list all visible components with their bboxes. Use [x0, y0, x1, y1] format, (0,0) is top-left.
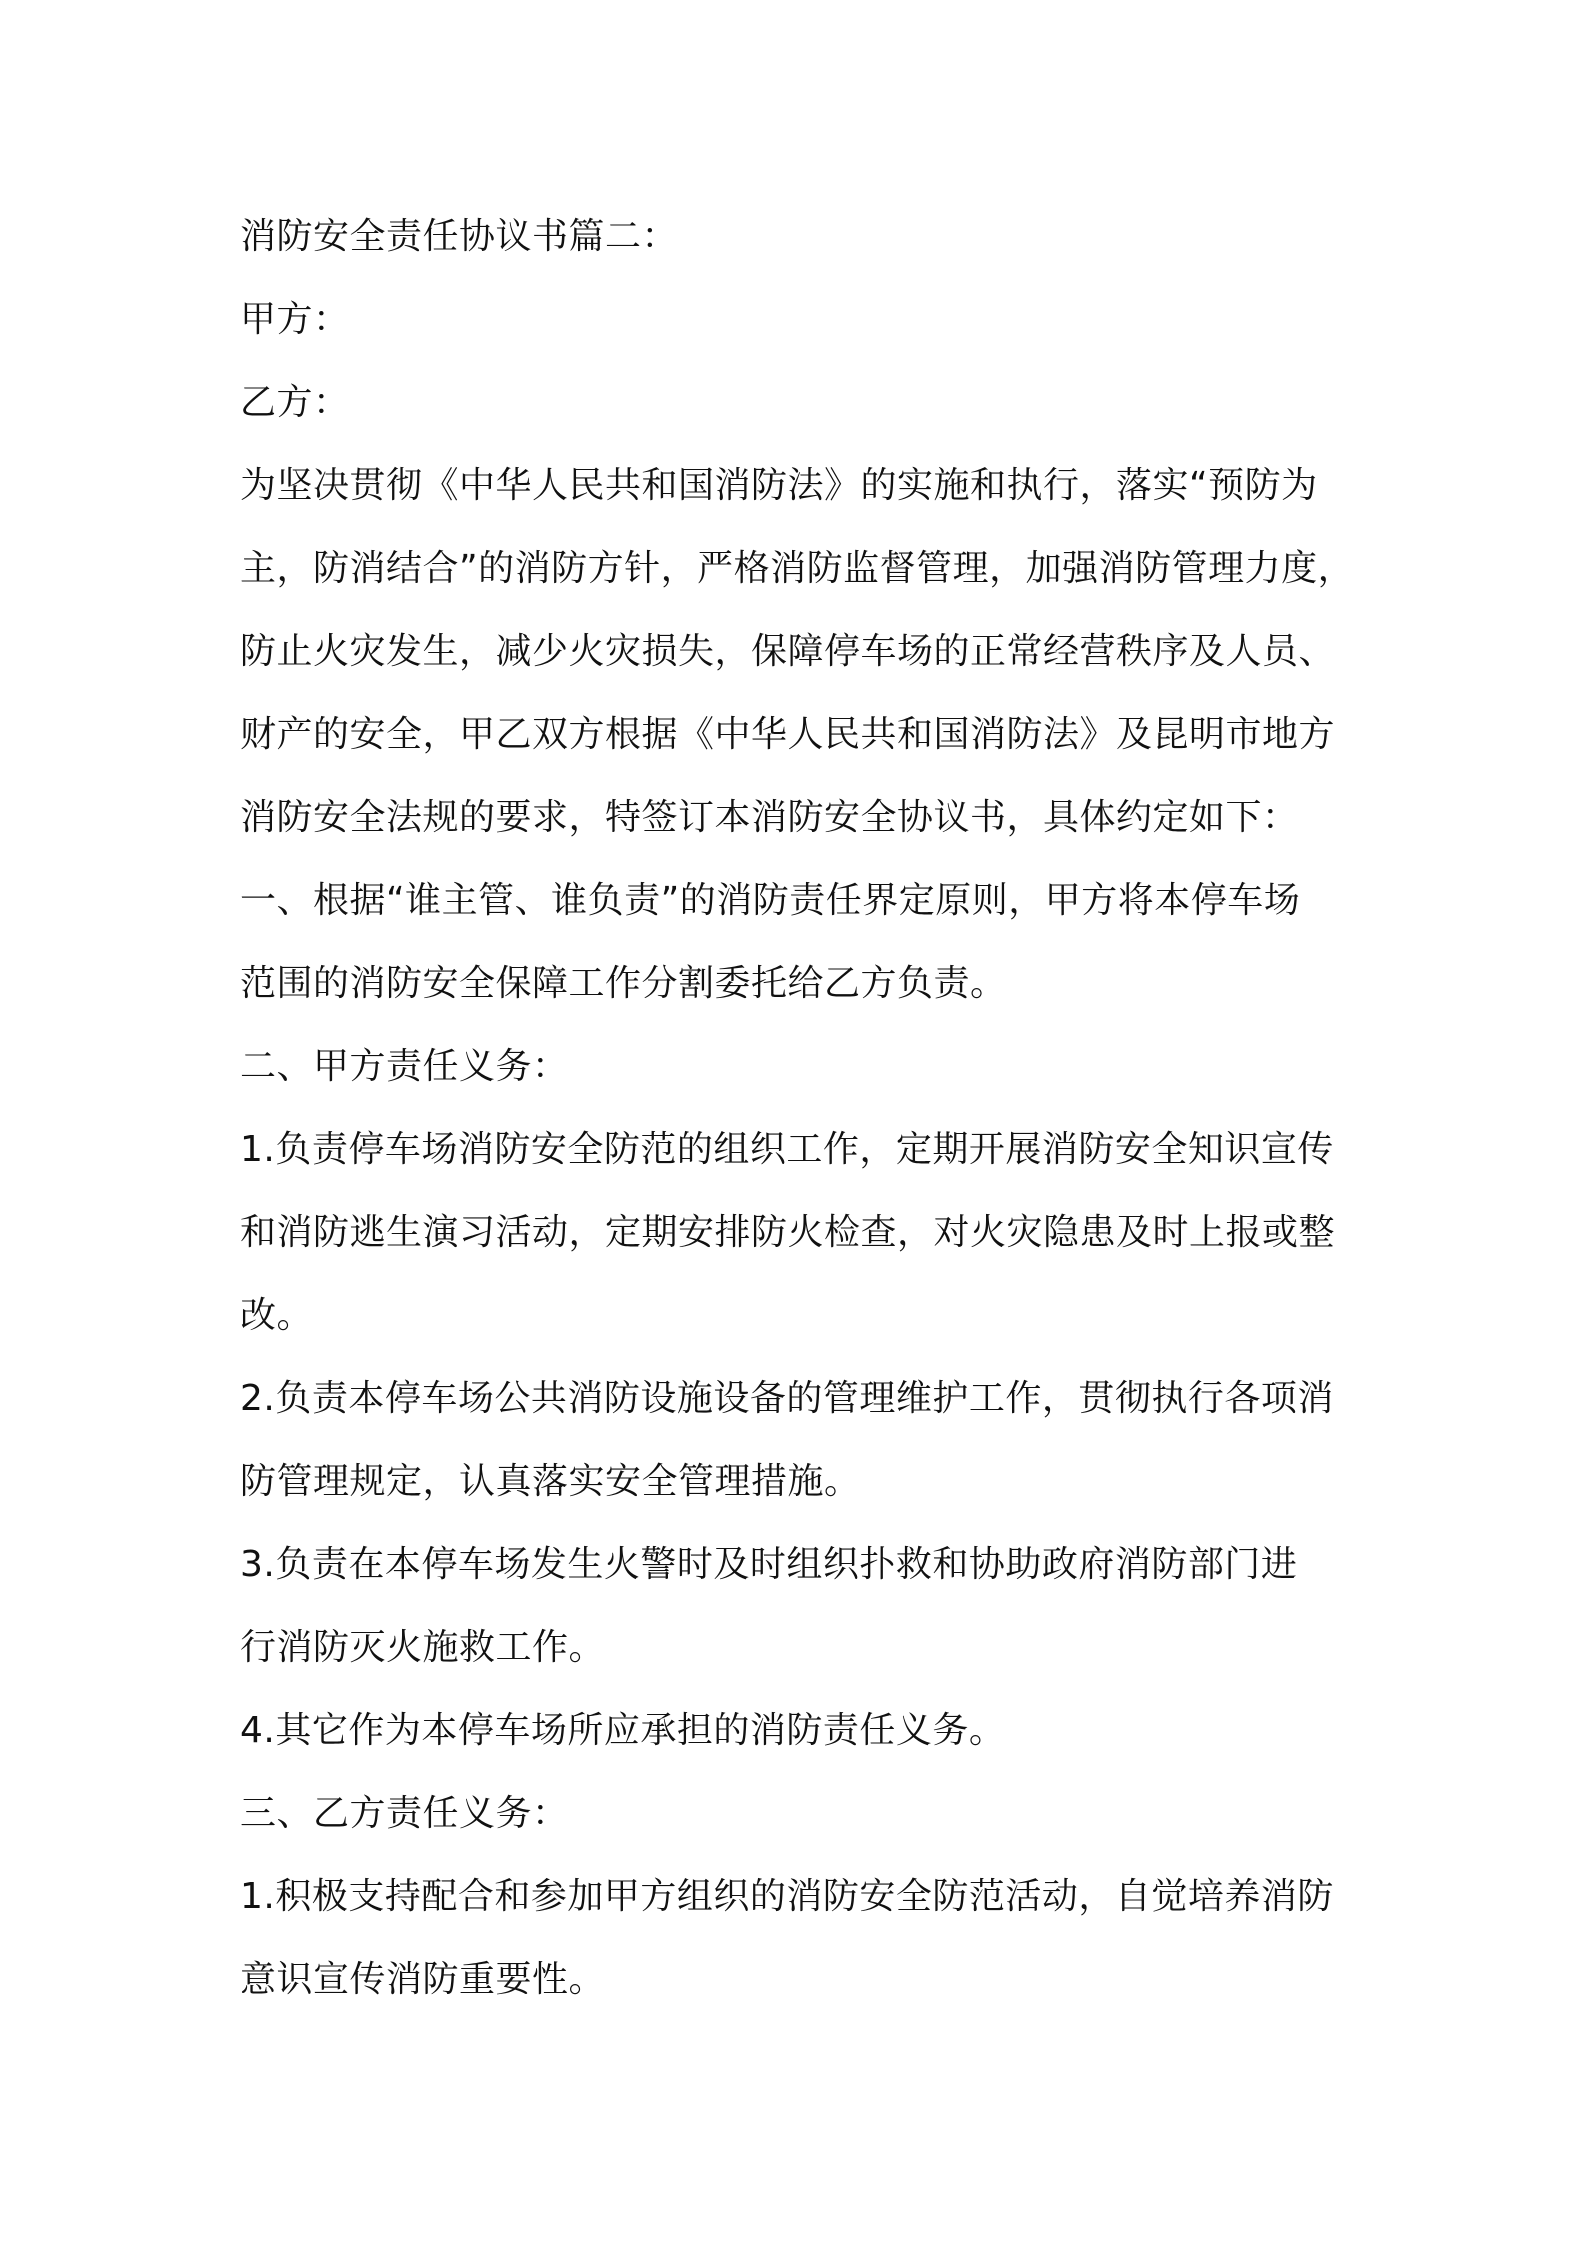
preamble-line: 主，防消结合”的消防方针，严格消防监督管理，加强消防管理力度， — [240, 548, 1355, 589]
preamble-line: 消防安全法规的要求，特签订本消防安全协议书，具体约定如下： — [240, 797, 1299, 838]
section-two-item-line: 4.其它作为本停车场所应承担的消防责任义务。 — [240, 1710, 1006, 1751]
document-title: 消防安全责任协议书篇二： — [240, 216, 679, 257]
section-two-item-line: 1.负责停车场消防安全防范的组织工作，定期开展消防安全知识宣传 — [240, 1129, 1334, 1170]
section-two-item-line: 防管理规定，认真落实安全管理措施。 — [240, 1461, 861, 1502]
section-two-heading: 二、甲方责任义务： — [240, 1046, 569, 1087]
section-three-heading: 三、乙方责任义务： — [240, 1793, 569, 1834]
section-two-item-line: 2.负责本停车场公共消防设施设备的管理维护工作，贯彻执行各项消 — [240, 1378, 1334, 1419]
section-two-item-line: 和消防逃生演习活动，定期安排防火检查，对火灾隐患及时上报或整 — [240, 1212, 1336, 1253]
section-three-item-line: 意识宣传消防重要性。 — [240, 1959, 606, 2000]
section-three-item-line: 1.积极支持配合和参加甲方组织的消防安全防范活动，自觉培养消防 — [240, 1876, 1334, 1917]
preamble-line: 防止火灾发生，减少火灾损失，保障停车场的正常经营秩序及人员、 — [240, 631, 1336, 672]
party-a-line: 甲方： — [240, 299, 350, 340]
preamble-line: 为坚决贯彻《中华人民共和国消防法》的实施和执行，落实“预防为 — [240, 465, 1318, 506]
section-one-line: 范围的消防安全保障工作分割委托给乙方负责。 — [240, 963, 1007, 1004]
section-two-item-line: 行消防灭火施救工作。 — [240, 1627, 606, 1668]
section-two-item-line: 3.负责在本停车场发生火警时及时组织扑救和协助政府消防部门进 — [240, 1544, 1298, 1585]
section-one-line: 一、根据“谁主管、谁负责”的消防责任界定原则，甲方将本停车场 — [240, 880, 1301, 921]
document-body — [240, 195, 1360, 2021]
preamble-line: 财产的安全，甲乙双方根据《中华人民共和国消防法》及昆明市地方 — [240, 714, 1336, 755]
section-two-item-line: 改。 — [240, 1295, 314, 1336]
party-b-line: 乙方： — [240, 382, 350, 423]
